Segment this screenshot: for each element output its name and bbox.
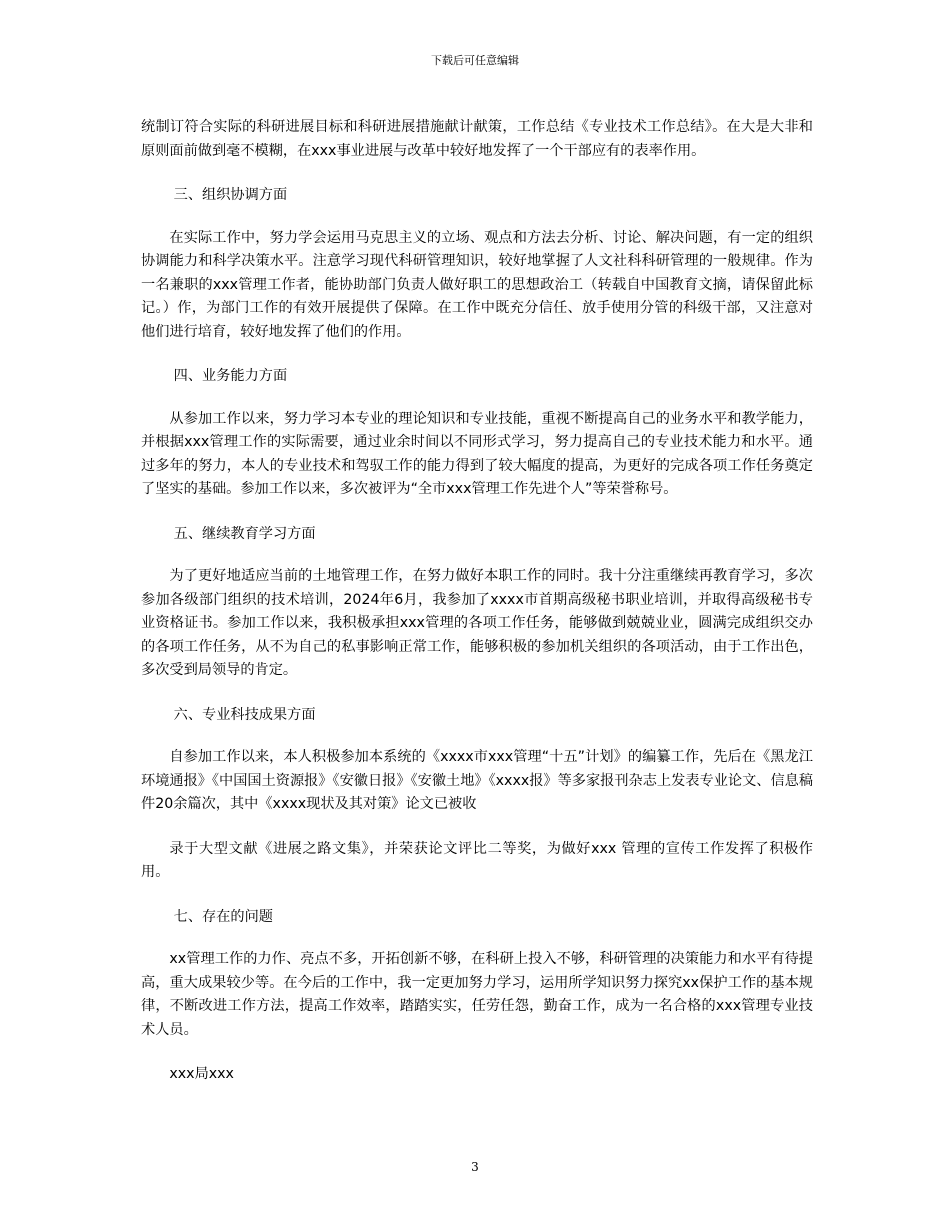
section-7-paragraph: xx管理工作的力作、亮点不多，开拓创新不够，在科研上投入不够，科研管理的决策能力和水平有待提高，重大成果较少等。在今后的工作中，我一定更加努力学习，运用所学知识努力探究xx保护工作的基本规律，不断改进工作方法，提高工作效率，踏踏实实，任劳任怨，勤奋工作，成为一名合格的xxx管理专业技术人员。 [141,951,813,1038]
section-5-paragraph: 为了更好地适应当前的土地管理工作，在努力做好本职工作的同时。我十分注重继续再教育学习，多次参加各级部门组织的技术培训，2024年6月，我参加了xxxx市首期高级秘书职业培训，并取得高级秘书专业资格证书。参加工作以来，我积极承担xxx管理的各项工作任务，能够做到兢兢业业，圆满完成组织交办的各项工作任务，从不为自己的私事影响正常工作，能够积极的参加机关组织的各项活动，由于工作出色，多次受到局领导的肯定。 [141,568,813,678]
spacer [141,1042,813,1063]
section-heading-7: 七、存在的问题 [173,908,273,925]
section-heading-6: 六、专业科技成果方面 [173,706,316,723]
spacer [141,502,813,523]
intro-paragraph: 统制订符合实际的科研进展目标和科研进展措施献计献策，工作总结《专业技术工作总结》。在大是大非和原则面前做到毫不模糊，在xxx事业进展与改革中较好地发挥了一个干部应有的表率作用。 [141,119,813,159]
spacer [141,389,813,408]
section-heading-3: 三、组织协调方面 [173,187,288,203]
spacer [141,683,813,704]
spacer [141,885,813,906]
spacer [141,727,813,746]
spacer [141,929,813,948]
section-6-paragraph-1: 自参加工作以来，本人积极参加本系统的《xxxx市xxx管理“十五”计划》的编纂工作，先后在《黑龙江环境通报》《中国国土资源报》《安徽日报》《安徽土地》《xxxx报》等多家报刊杂志上发表专业论文、信息稿件20余篇次，其中《xxxx现状及其对策》论文已被收 [141,749,814,812]
spacer [141,208,813,227]
spacer [141,163,813,184]
document-body [141,116,813,1087]
header-note: 下载后可任意编辑 [431,54,519,67]
spacer [141,546,813,565]
section-6-paragraph-2: 录于大型文献《进展之路文集》，并荣获论文评比二等奖，为做好xxx 管理的宣传工作发挥了积极作用。 [141,840,813,880]
signature: xxx局xxx [169,1066,234,1082]
section-4-paragraph: 从参加工作以来，努力学习本专业的理论知识和专业技能，重视不断提高自己的业务水平和教学能力，并根据xxx管理工作的实际需要，通过业余时间以不同形式学习，努力提高自己的专业技术能力和水平。通过多年的努力，本人的专业技术和驾驭工作的能力得到了较大幅度的提高，为更好的完成各项工作任务奠定了坚实的基础。参加工作以来，多次被评为“全市xxx管理工作先进个人”等荣誉称号。 [141,410,813,497]
spacer [141,344,813,365]
page-number: 3 [471,1160,479,1174]
section-heading-4: 四、业务能力方面 [173,368,288,384]
spacer [141,817,813,838]
section-3-paragraph: 在实际工作中，努力学会运用马克思主义的立场、观点和方法去分析、讨论、解决问题，有一定的组织协调能力和科学决策水平。注意学习现代科研管理知识，较好地掌握了人文社科科研管理的一般规律。作为一名兼职的xxx管理工作者，能协助部门负责人做好职工的思想政治工（转载自中国教育文摘，请保留此标记。）作，为部门工作的有效开展提供了保障。在工作中既充分信任、放手使用分管的科级干部，又注意对他们进行培育，较好地发挥了他们的作用。 [141,229,813,340]
section-heading-5: 五、继续教育学习方面 [173,525,316,542]
